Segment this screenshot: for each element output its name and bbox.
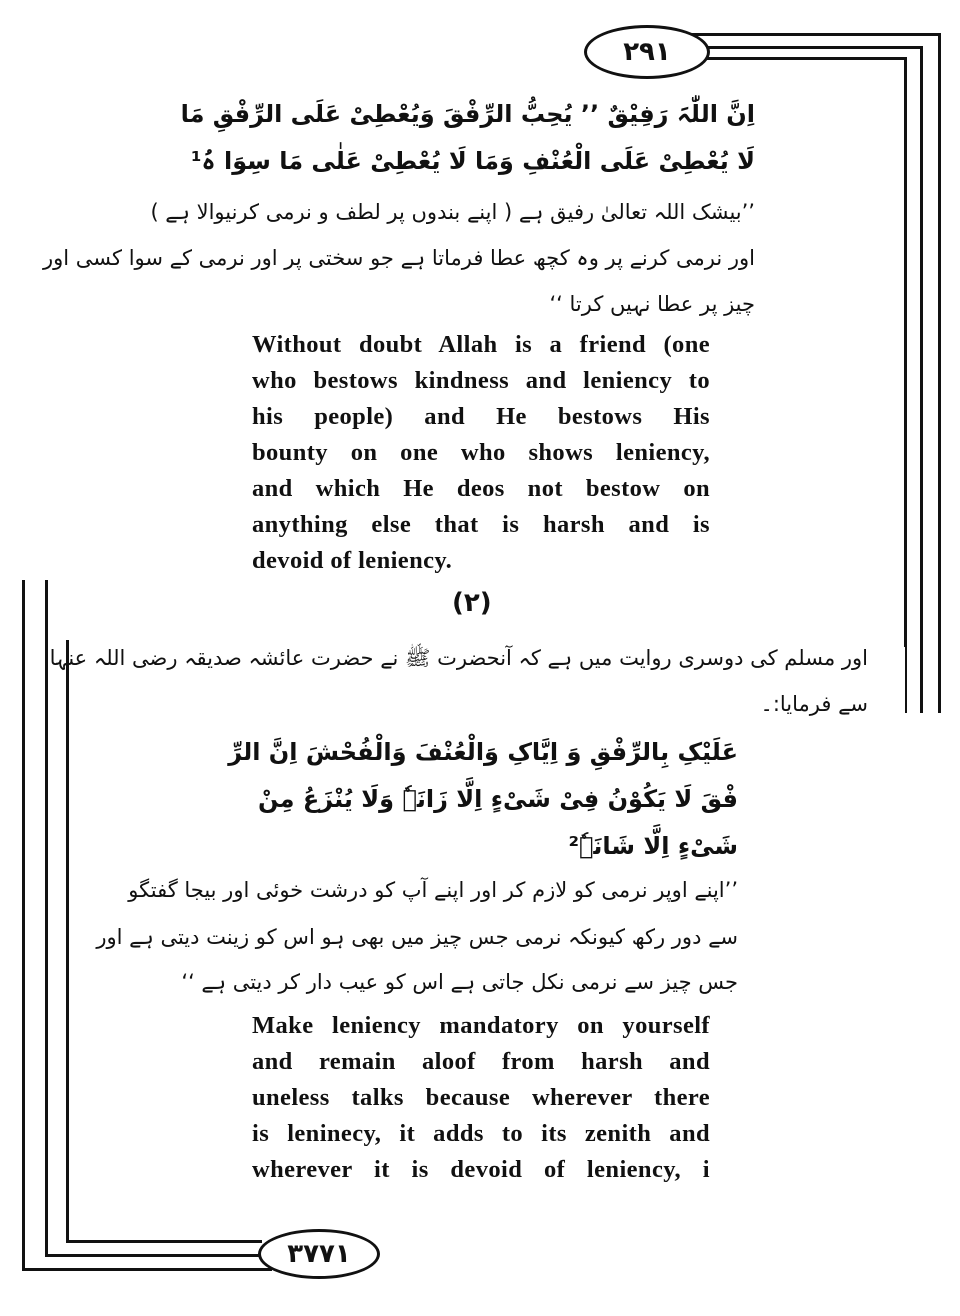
frame-right-line-inner	[904, 57, 907, 647]
hadith1-english-line-3: his people) and He bestows His	[252, 403, 710, 430]
hadith2-urdu-line-1: ’’اپنے اوپر نرمی کو لازم کر اور اپنے آپ کو درشت خوئی اور بیجا گفتگو	[128, 878, 738, 902]
top-page-number-text: ۲۹۱	[623, 37, 671, 67]
hadith2-arabic-line-3: شَیْءٍ اِلَّا شَانَہٗ²	[568, 832, 738, 860]
hadith1-english-line-6: anything else that is harsh and is	[252, 511, 710, 538]
hadith1-english-line-2: who bestows kindness and leniency to	[252, 367, 710, 394]
hadith1-english-line-5: and which He deos not bestow on	[252, 475, 710, 502]
bottom-page-number	[258, 1229, 380, 1279]
top-page-number	[584, 25, 710, 79]
hadith1-urdu-line-2: اور نرمی کرنے پر وہ کچھ عطا فرماتا ہے جو سختی پر اور نرمی کے سوا کسی اور	[43, 246, 755, 270]
hadith2-arabic-line-1: عَلَیْکِ بِالرِّفْقِ وَ اِیَّاکِ وَالْعُنْفَ وَالْفُحْشَ اِنَّ الرِّ	[228, 738, 738, 766]
hadith2-arabic-line-2: فْقَ لَا یَکُوْنُ فِیْ شَیْءٍ اِلَّا زَانَہٗ وَلَا یُنْزَعُ مِنْ	[258, 785, 738, 813]
hadith1-urdu-line-3: چیز پر عطا نہیں کرتا ‘‘	[549, 292, 755, 316]
frame-right-line-middle	[920, 46, 923, 713]
hadith2-intro-line-1: اور مسلم کی دوسری روایت میں ہے کہ آنحضرت ﷺ نے حضرت عائشہ صدیقہ رضی اللہ عنہا	[49, 646, 868, 670]
frame-right-bottom-connector	[905, 645, 907, 713]
frame-left-line-inner	[66, 640, 69, 1242]
hadith1-english-line-7: devoid of leniency.	[252, 547, 453, 574]
hadith1-english-line-1: Without doubt Allah is a friend (one	[252, 331, 710, 358]
hadith2-urdu-line-3: جس چیز سے نرمی نکل جاتی ہے اس کو عیب دار کر دیتی ہے ‘‘	[181, 970, 738, 994]
hadith1-english-line-4: bounty on one who shows leniency,	[252, 439, 710, 466]
frame-left-line-outer	[22, 580, 25, 1270]
hadith2-intro-line-2: سے فرمایا:۔	[760, 692, 868, 716]
hadith2-english-line-5: wherever it is devoid of leniency, i	[252, 1156, 710, 1183]
hadith1-arabic-line-1: اِنَّ اللّٰہَ رَفِیْقٌ ’’ یُحِبُّ الرِّفْقَ وَیُعْطِیْ عَلَی الرِّفْقِ مَا	[180, 100, 755, 128]
frame-right-line-outer	[938, 33, 941, 713]
hadith2-urdu-line-2: سے دور رکھ کیونکہ نرمی جس چیز میں بھی ہو اس کو زینت دیتی ہے اور	[96, 925, 738, 949]
hadith1-arabic-line-2: لَا یُعْطِیْ عَلَی الْعُنْفِ وَمَا لَا یُعْطِیْ عَلٰی مَا سِوَا ہُ¹	[191, 147, 755, 175]
frame-left-line-middle	[45, 580, 48, 1256]
frame-bottom-line-outer	[22, 1268, 272, 1271]
frame-bottom-line-middle	[45, 1254, 265, 1257]
bottom-page-number-text: ۳۷۷۱	[287, 1239, 351, 1269]
hadith2-english-line-4: is leninecy, it adds to its zenith and	[252, 1120, 710, 1147]
hadith2-english-line-1: Make leniency mandatory on yourself	[252, 1012, 710, 1039]
hadith2-english-line-3: uneless talks because wherever there	[252, 1084, 710, 1111]
hadith1-urdu-line-1: ’’بیشک اللہ تعالیٰ رفیق ہے ( اپنے بندوں پر لطف و نرمی کرنیوالا ہے )	[150, 200, 755, 224]
frame-bottom-line-inner	[66, 1240, 262, 1243]
hadith2-number: (۲)	[452, 588, 492, 618]
hadith2-english-line-2: and remain aloof from harsh and	[252, 1048, 710, 1075]
